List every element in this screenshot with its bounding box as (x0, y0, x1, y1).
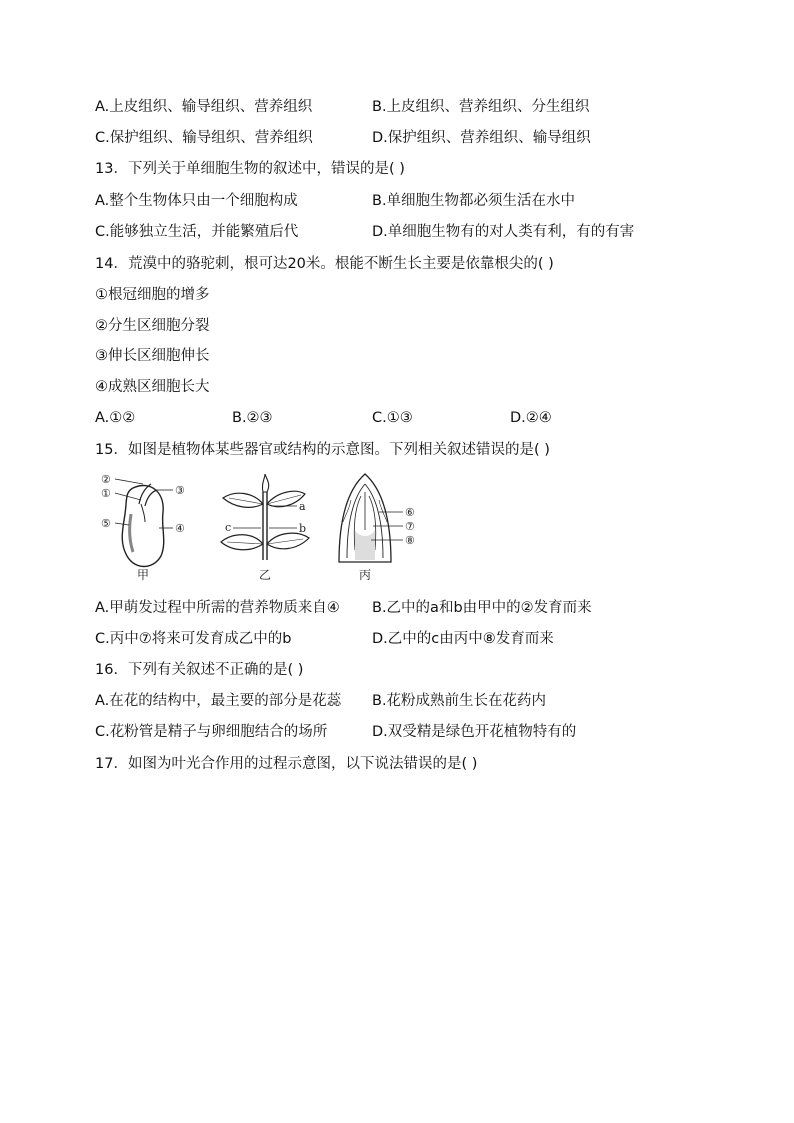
q12-option-a: A.上皮组织、输导组织、营养组织 (95, 99, 313, 115)
q16-option-b: B.花粉成熟前生长在花药内 (372, 693, 547, 709)
q16-option-c: C.花粉管是精子与卵细胞结合的场所 (95, 724, 328, 740)
figure-yi-shoot (205, 470, 325, 585)
q12-option-d: D.保护组织、营养组织、输导组织 (372, 130, 591, 146)
figure-jia-bean-seed (95, 470, 205, 585)
jia-caption: 甲 (137, 568, 150, 582)
yi-label-b: b (299, 522, 307, 535)
bing-caption: 丙 (359, 568, 372, 582)
q13-option-a: A.整个生物体只由一个细胞构成 (95, 193, 298, 209)
q12-option-b: B.上皮组织、营养组织、分生组织 (372, 99, 590, 115)
yi-label-a: a (299, 500, 306, 513)
q14-option-d: D.②④ (510, 410, 552, 426)
bing-label-8: ⑧ (405, 534, 415, 547)
q13-option-b: B.单细胞生物都必须生活在水中 (372, 193, 576, 209)
q14-item-3: ③伸长区细胞伸长 (95, 348, 210, 364)
q14-item-2: ②分生区细胞分裂 (95, 318, 210, 334)
jia-label-3: ③ (175, 484, 185, 497)
jia-label-4: ④ (175, 522, 185, 535)
jia-label-5: ⑤ (101, 517, 111, 530)
jia-label-2: ② (101, 473, 111, 486)
q15-option-a: A.甲萌发过程中所需的营养物质来自④ (95, 600, 340, 616)
yi-label-c: c (225, 521, 232, 534)
q17-stem: 17．如图为叶光合作用的过程示意图，以下说法错误的是( ) (95, 756, 478, 772)
bing-label-7: ⑦ (405, 520, 415, 533)
figure-bing-bud (325, 470, 435, 585)
q16-option-d: D.双受精是绿色开花植物特有的 (372, 724, 577, 740)
q14-stem: 14．荒漠中的骆驼刺，根可达20米。根能不断生长主要是依靠根尖的( ) (95, 256, 554, 272)
yi-caption: 乙 (259, 568, 272, 582)
q13-stem: 13．下列关于单细胞生物的叙述中，错误的是( ) (95, 161, 405, 177)
jia-label-1: ① (101, 487, 111, 500)
q16-stem: 16．下列有关叙述不正确的是( ) (95, 662, 304, 678)
q12-option-c: C.保护组织、输导组织、营养组织 (95, 130, 313, 146)
q16-option-a: A.在花的结构中，最主要的部分是花蕊 (95, 693, 342, 709)
q14-option-b: B.②③ (232, 410, 273, 426)
q15-option-b: B.乙中的a和b由甲中的②发育而来 (372, 600, 592, 616)
q15-option-c: C.丙中⑦将来可发育成乙中的b (95, 631, 292, 647)
q13-option-d: D.单细胞生物有的对人类有利，有的有害 (372, 224, 635, 240)
q15-option-d: D.乙中的c由丙中⑧发育而来 (372, 631, 554, 647)
q14-option-a: A.①② (95, 410, 136, 426)
bing-label-6: ⑥ (405, 506, 415, 519)
q14-item-4: ④成熟区细胞长大 (95, 379, 210, 395)
q13-option-c: C.能够独立生活，并能繁殖后代 (95, 224, 299, 240)
q14-option-c: C.①③ (372, 410, 413, 426)
q14-item-1: ①根冠细胞的增多 (95, 287, 210, 303)
q15-stem: 15．如图是植物体某些器官或结构的示意图。下列相关叙述错误的是( ) (95, 442, 550, 458)
